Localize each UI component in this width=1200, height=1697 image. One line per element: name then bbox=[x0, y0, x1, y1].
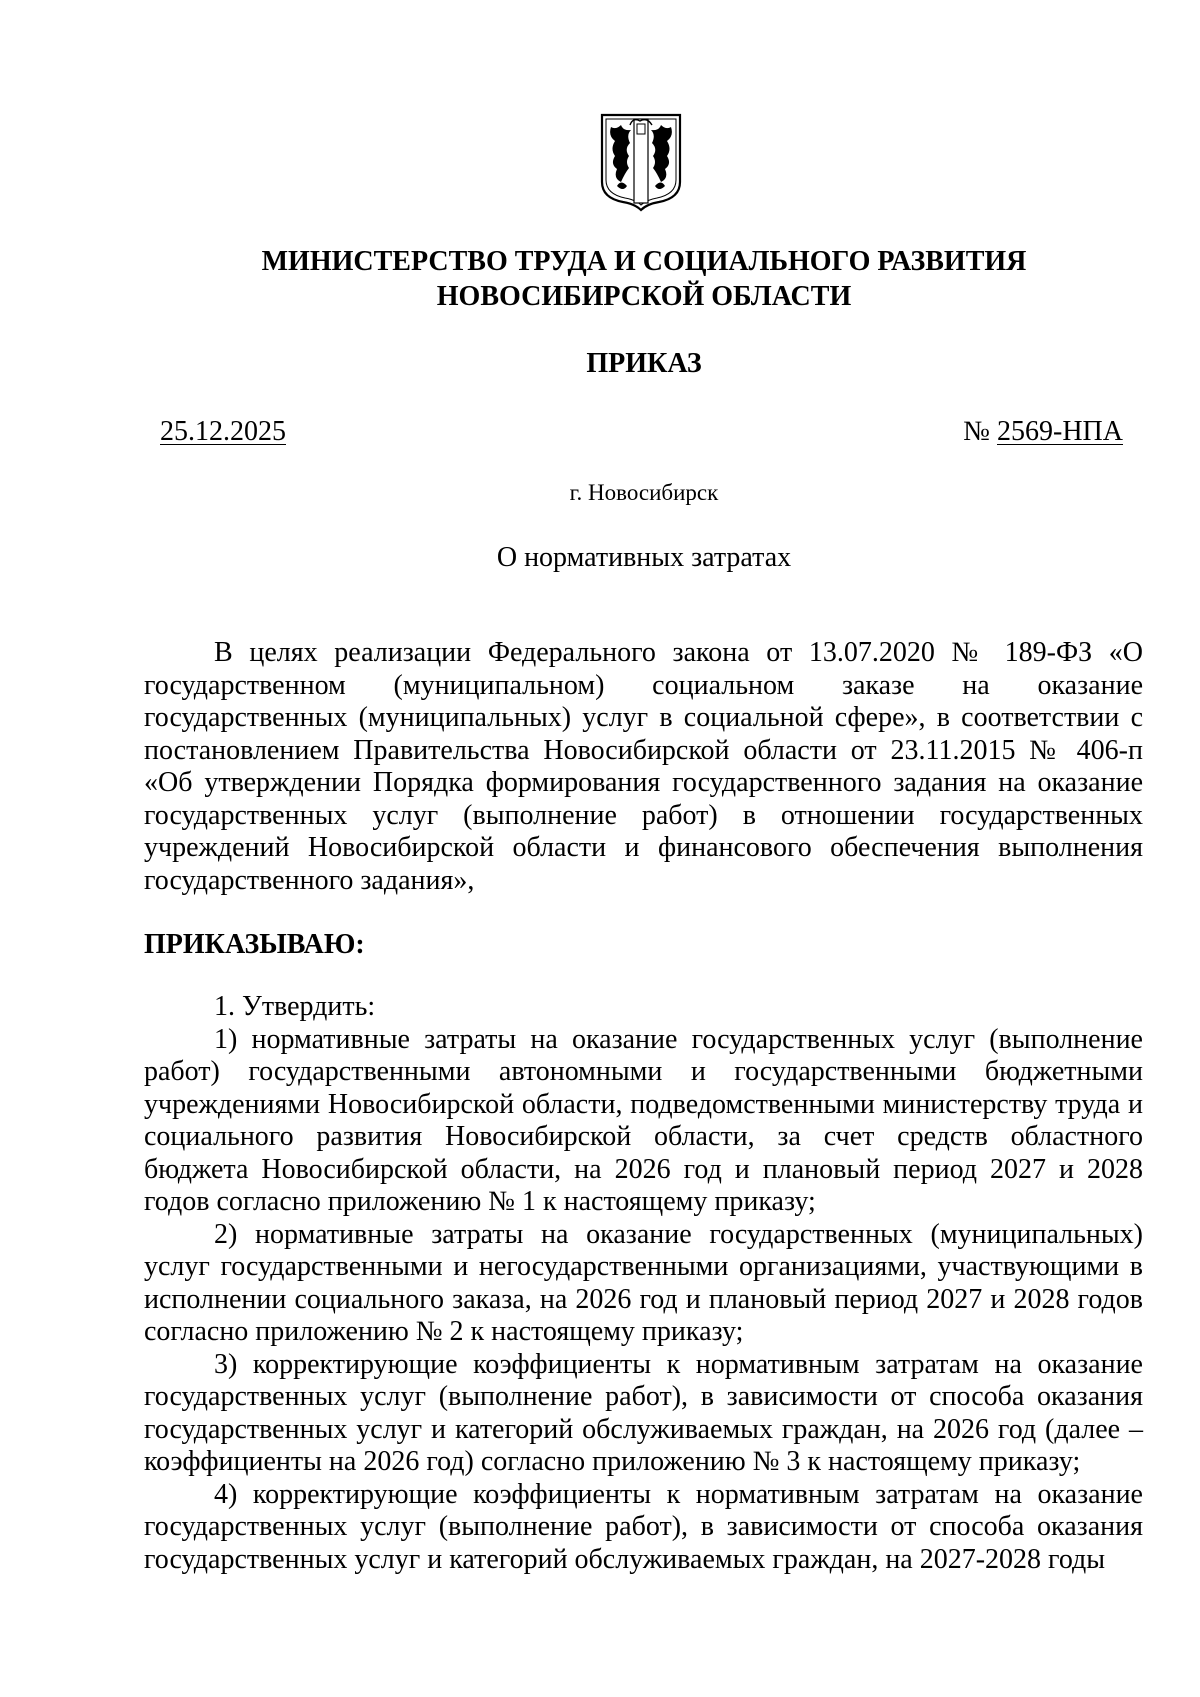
document-type: ПРИКАЗ bbox=[586, 348, 702, 379]
preamble-text: В целях реализации Федерального закона от 13.07.2020 № 189-ФЗ «О государственном (муниципальном) социальном заказе на оказание государственных (муниципальных) услуг в социальной сфере», в соответствии с постановлением Правительства Новосибирской области от 23.11.2015 № 406-п «Об утверждении Порядка формирования государственного задания на оказание государственных услуг (выполнение работ) в отношении государственных учреждений Новосибирской области и финансового обеспечения выполнения государственного задания», bbox=[144, 637, 1143, 896]
order-number bbox=[963, 415, 1123, 449]
item-approve: 1. Утвердить: bbox=[214, 991, 376, 1022]
issue-city: г. Новосибирск bbox=[569, 480, 719, 505]
order-items bbox=[144, 991, 1143, 1576]
item-1: 1) нормативные затраты на оказание государственных услуг (выполнение работ) государственными автономными и государственными бюджетными учреждениями Новосибирской области, подведомственными министерству труда и социального развития Новосибирской области, за счет средств областного бюджета Новосибирской области, на 2026 год и плановый период 2027 и 2028 годов согласно приложению № 1 к настоящему приказу; bbox=[144, 1023, 1143, 1217]
order-subject: О нормативных затратах bbox=[496, 542, 792, 573]
number-sign: № bbox=[963, 416, 990, 447]
order-directive: ПРИКАЗЫВАЮ: bbox=[144, 929, 365, 960]
order-date: 25.12.2025 bbox=[160, 416, 286, 447]
ministry-name-line-2: НОВОСИБИРСКОЙ ОБЛАСТИ bbox=[436, 281, 852, 312]
item-2: 2) нормативные затраты на оказание государственных (муниципальных) услуг государственными и негосударственными организациями, участвующими в исполнении социального заказа, на 2026 год и плановый период 2027 и 2028 годов согласно приложению № 2 к настоящему приказу; bbox=[144, 1218, 1143, 1347]
ministry-name-line-1: МИНИСТЕРСТВО ТРУДА И СОЦИАЛЬНОГО РАЗВИТИЯ bbox=[261, 246, 1027, 277]
coat-of-arms-icon bbox=[599, 112, 683, 212]
order-number-value: 2569-НПА bbox=[997, 416, 1123, 447]
preamble bbox=[144, 637, 1143, 897]
item-3: 3) корректирующие коэффициенты к нормативным затратам на оказание государственных услуг (выполнение работ), в зависимости от способа оказания государственных услуг и категорий обслуживаемых граждан, на 2026 год (далее – коэффициенты на 2026 год) согласно приложению № 3 к настоящему приказу; bbox=[144, 1348, 1143, 1477]
item-4: 4) корректирующие коэффициенты к нормативным затратам на оказание государственных услуг (выполнение работ), в зависимости от способа оказания государственных услуг и категорий обслуживаемых граждан, на 2027-2028 годы bbox=[144, 1478, 1143, 1575]
ministry-name bbox=[144, 244, 1144, 314]
